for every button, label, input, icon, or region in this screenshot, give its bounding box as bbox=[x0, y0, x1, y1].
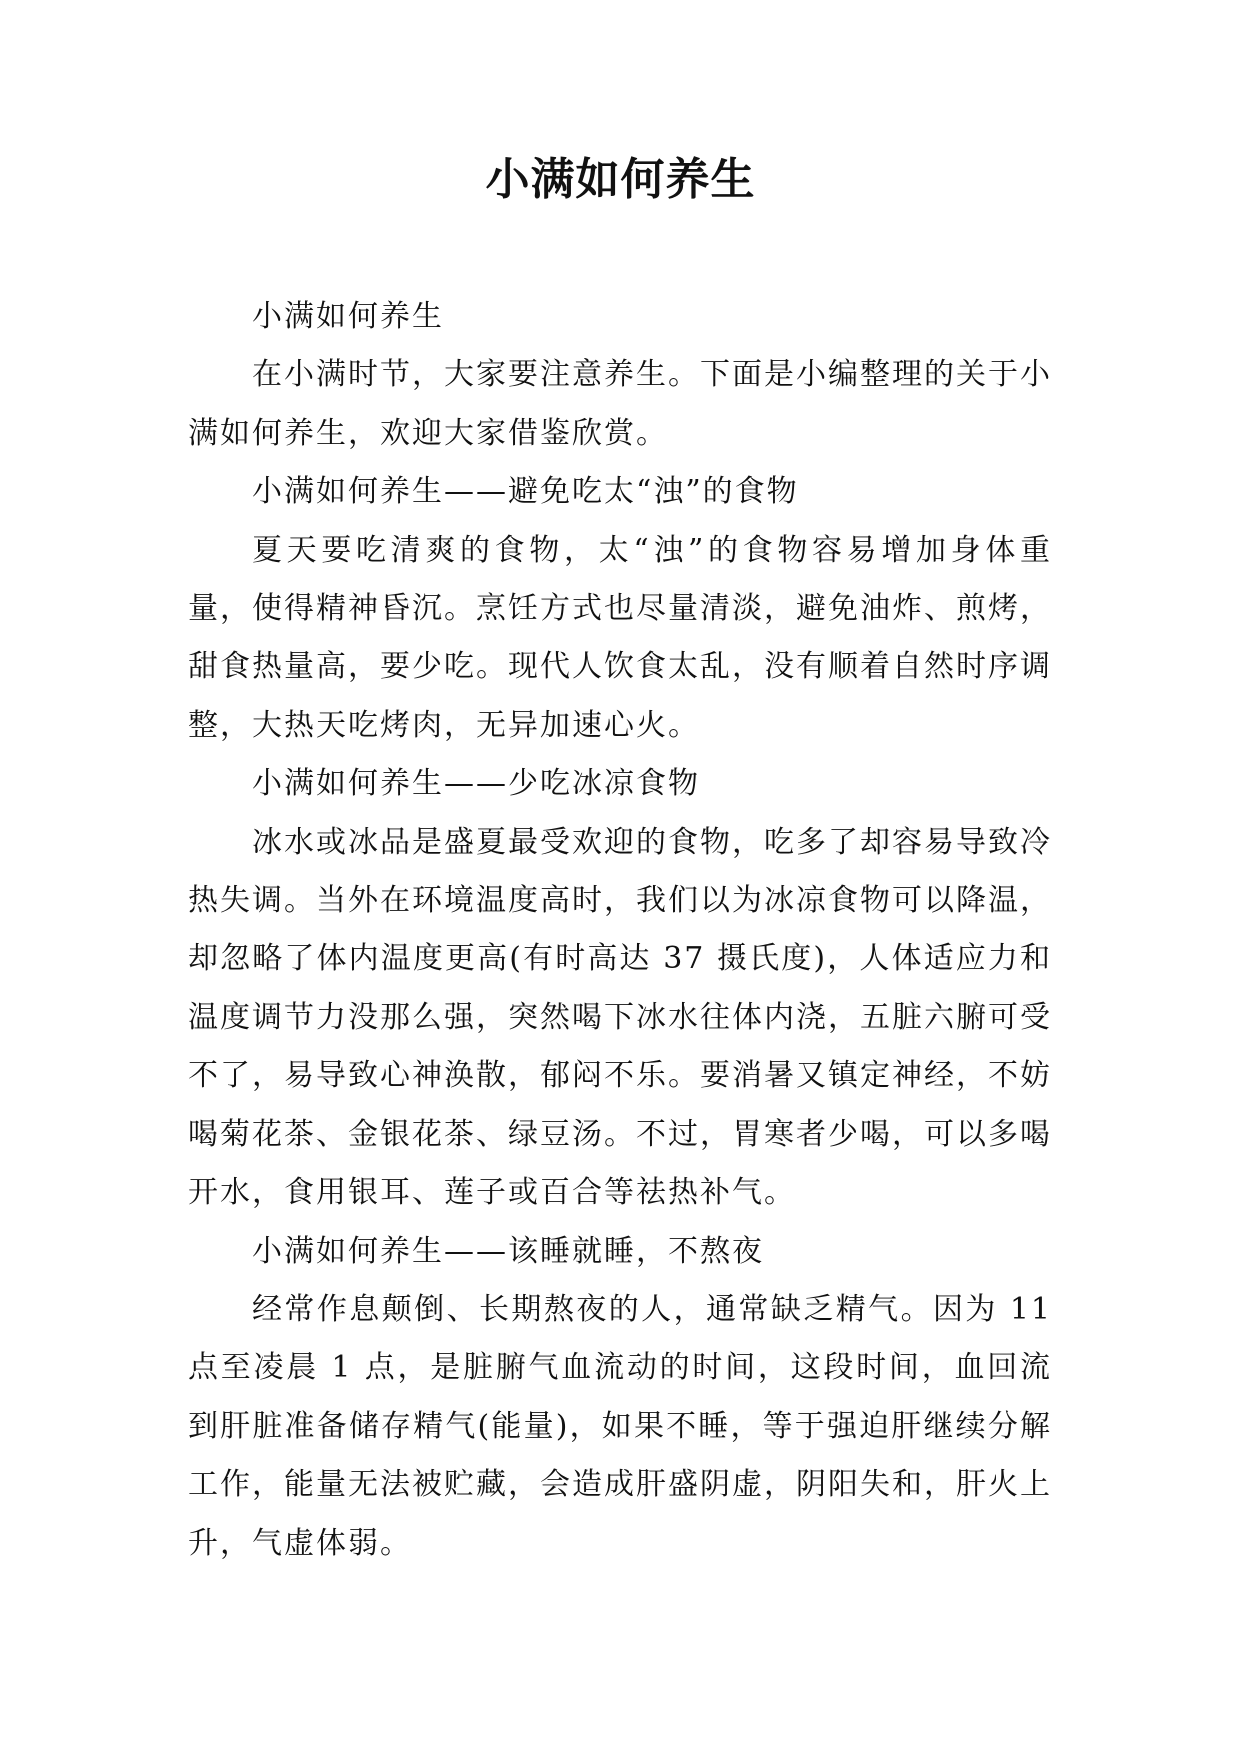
paragraph-intro-heading: 小满如何养生 bbox=[252, 299, 444, 334]
section-heading-less-cold-food: 小满如何养生——少吃冰凉食物 bbox=[252, 766, 700, 802]
paragraph-sleep-early: 经常作息颠倒、长期熬夜的人，通常缺乏精气。因为 11 点至凌晨 1 点，是脏腑气血流动的时间，这段时间，血回流到肝脏准备储存精气(能量)，如果不睡，等于强迫肝继续分解工作，能量无法被贮藏，会造成肝盛阴虚，阴阳失和，肝火上升，气虚体弱。 bbox=[188, 1291, 1052, 1561]
section-heading-sleep-early: 小满如何养生——该睡就睡，不熬夜 bbox=[252, 1233, 764, 1269]
document-title: 小满如何养生 bbox=[485, 154, 756, 205]
paragraph-intro: 在小满时节，大家要注意养生。下面是小编整理的关于小满如何养生，欢迎大家借鉴欣赏。 bbox=[188, 357, 1052, 451]
paragraph-avoid-heavy-food: 夏天要吃清爽的食物，太“浊”的食物容易增加身体重量，使得精神昏沉。烹饪方式也尽量清淡，避免油炸、煎烤，甜食热量高，要少吃。现代人饮食太乱，没有顺着自然时序调整，大热天吃烤肉，无异加速心火。 bbox=[188, 532, 1052, 743]
section-heading-avoid-heavy-food: 小满如何养生——避免吃太“浊”的食物 bbox=[252, 474, 799, 510]
paragraph-less-cold-food: 冰水或冰品是盛夏最受欢迎的食物，吃多了却容易导致冷热失调。当外在环境温度高时，我们以为冰凉食物可以降温，却忽略了体内温度更高(有时高达 37 摄氏度)，人体适应力和温度调节力没那么强，突然喝下冰水往体内浇，五脏六腑可受不了，易导致心神涣散，郁闷不乐。要消暑又镇定神经，不妨喝菊花茶、金银花茶、绿豆汤。不过，胃寒者少喝，可以多喝开水，食用银耳、莲子或百合等祛热补气。 bbox=[188, 824, 1052, 1211]
document-body bbox=[188, 288, 1052, 1573]
